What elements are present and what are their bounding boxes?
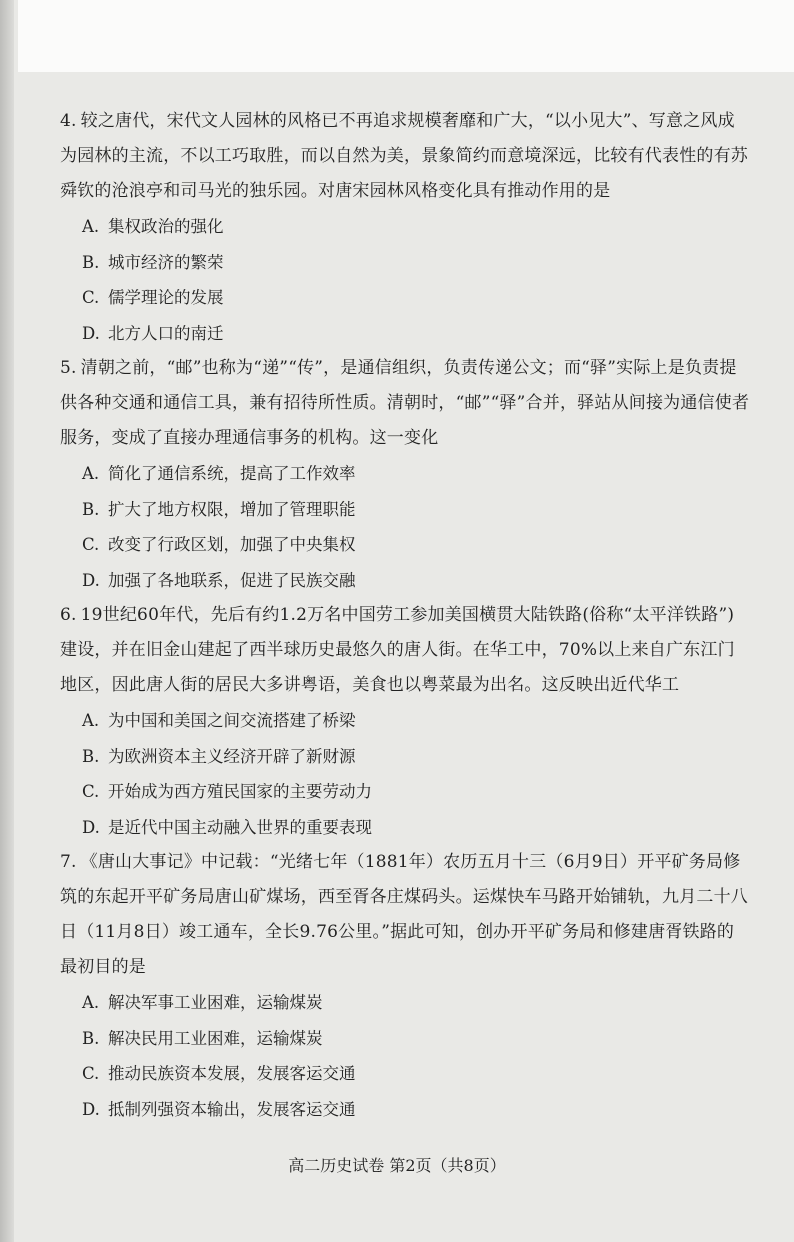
option-letter: B. <box>82 746 100 766</box>
option-letter: D. <box>82 817 100 837</box>
option-letter: A. <box>82 993 100 1012</box>
top-white-strip <box>18 0 794 72</box>
option-letter: B. <box>82 252 100 272</box>
option-text: 为欧洲资本主义经济开辟了新财源 <box>108 746 356 766</box>
option-list <box>60 703 750 845</box>
option-letter: D. <box>82 323 100 343</box>
option-d[interactable] <box>82 1092 750 1128</box>
option-text: 改变了行政区划，加强了中央集权 <box>108 535 356 554</box>
option-d[interactable] <box>82 563 750 599</box>
question-5 <box>60 351 750 598</box>
question-text: 《唐山大事记》中记载：“光绪七年（1881年）农历五月十三（6月9日）开平矿务局修筑的东起开平矿务局唐山矿煤场，西至胥各庄煤码头。运煤快车马路开始铺轨，九月二十八日（11月8日）竣工通车，全长9.76公里。”据此可知，创办开平矿务局和修建唐胥铁路的最初目的是 <box>60 852 748 977</box>
option-c[interactable] <box>82 527 750 563</box>
option-list <box>60 209 750 351</box>
option-text: 北方人口的南迁 <box>108 323 224 343</box>
option-d[interactable] <box>82 810 750 846</box>
question-number: 5. <box>60 358 77 378</box>
question-stem <box>60 845 750 985</box>
option-letter: C. <box>82 288 100 307</box>
question-text: 清朝之前，“邮”也称为“递”“传”，是通信组织，负责传递公文；而“驿”实际上是负责提供各种交通和通信工具，兼有招待所性质。清朝时，“邮”“驿”合并，驿站从间接为通信使者服务，变成了直接办理通信事务的机构。这一变化 <box>60 358 750 448</box>
option-text: 解决军事工业困难，运输煤炭 <box>108 993 323 1012</box>
page-edge <box>0 0 14 1242</box>
option-letter: D. <box>82 1099 100 1119</box>
question-number: 4. <box>60 111 77 131</box>
option-text: 简化了通信系统，提高了工作效率 <box>108 464 356 483</box>
question-stem <box>60 351 750 456</box>
question-7 <box>60 845 750 1127</box>
option-letter: C. <box>82 1064 100 1083</box>
option-text: 解决民用工业困难，运输煤炭 <box>108 1028 323 1048</box>
option-letter: A. <box>82 217 100 236</box>
option-text: 扩大了地方权限，增加了管理职能 <box>108 499 356 519</box>
option-c[interactable] <box>82 280 750 316</box>
option-a[interactable] <box>82 456 750 492</box>
question-number: 7. <box>60 852 77 872</box>
option-text: 加强了各地联系，促进了民族交融 <box>108 570 356 590</box>
exam-page-content <box>60 104 750 1127</box>
question-text: 19世纪60年代，先后有约1.2万名中国劳工参加美国横贯大陆铁路(俗称“太平洋铁路”)建设，并在旧金山建起了西半球历史最悠久的唐人街。在华工中，70%以上来自广东江门地区，因此唐人街的居民大多讲粤语，美食也以粤菜最为出名。这反映出近代华工 <box>60 605 735 695</box>
question-stem <box>60 104 750 209</box>
option-b[interactable] <box>82 739 750 775</box>
option-text: 推动民族资本发展，发展客运交通 <box>108 1064 356 1083</box>
page-footer: 高二历史试卷 第2页（共8页） <box>288 1156 506 1175</box>
option-letter: C. <box>82 782 100 801</box>
option-a[interactable] <box>82 209 750 245</box>
option-c[interactable] <box>82 1056 750 1092</box>
option-text: 是近代中国主动融入世界的重要表现 <box>108 817 372 837</box>
option-b[interactable] <box>82 245 750 281</box>
option-letter: A. <box>82 464 100 483</box>
option-b[interactable] <box>82 492 750 528</box>
option-text: 为中国和美国之间交流搭建了桥梁 <box>108 711 356 730</box>
question-4 <box>60 104 750 351</box>
option-letter: B. <box>82 499 100 519</box>
question-number: 6. <box>60 605 77 625</box>
option-a[interactable] <box>82 985 750 1021</box>
option-text: 集权政治的强化 <box>108 217 224 236</box>
option-letter: A. <box>82 711 100 730</box>
option-text: 城市经济的繁荣 <box>108 252 224 272</box>
option-b[interactable] <box>82 1021 750 1057</box>
option-list <box>60 985 750 1127</box>
question-text: 较之唐代，宋代文人园林的风格已不再追求规模奢靡和广大，“以小见大”、写意之风成为园林的主流，不以工巧取胜，而以自然为美，景象简约而意境深远，比较有代表性的有苏舜钦的沧浪亭和司马光的独乐园。对唐宋园林风格变化具有推动作用的是 <box>60 111 748 201</box>
option-letter: B. <box>82 1028 100 1048</box>
option-a[interactable] <box>82 703 750 739</box>
question-6 <box>60 598 750 845</box>
option-c[interactable] <box>82 774 750 810</box>
option-text: 儒学理论的发展 <box>108 288 224 307</box>
option-text: 抵制列强资本输出，发展客运交通 <box>108 1099 356 1119</box>
option-letter: C. <box>82 535 100 554</box>
option-text: 开始成为西方殖民国家的主要劳动力 <box>108 782 372 801</box>
option-d[interactable] <box>82 316 750 352</box>
option-letter: D. <box>82 570 100 590</box>
option-list <box>60 456 750 598</box>
question-stem <box>60 598 750 703</box>
